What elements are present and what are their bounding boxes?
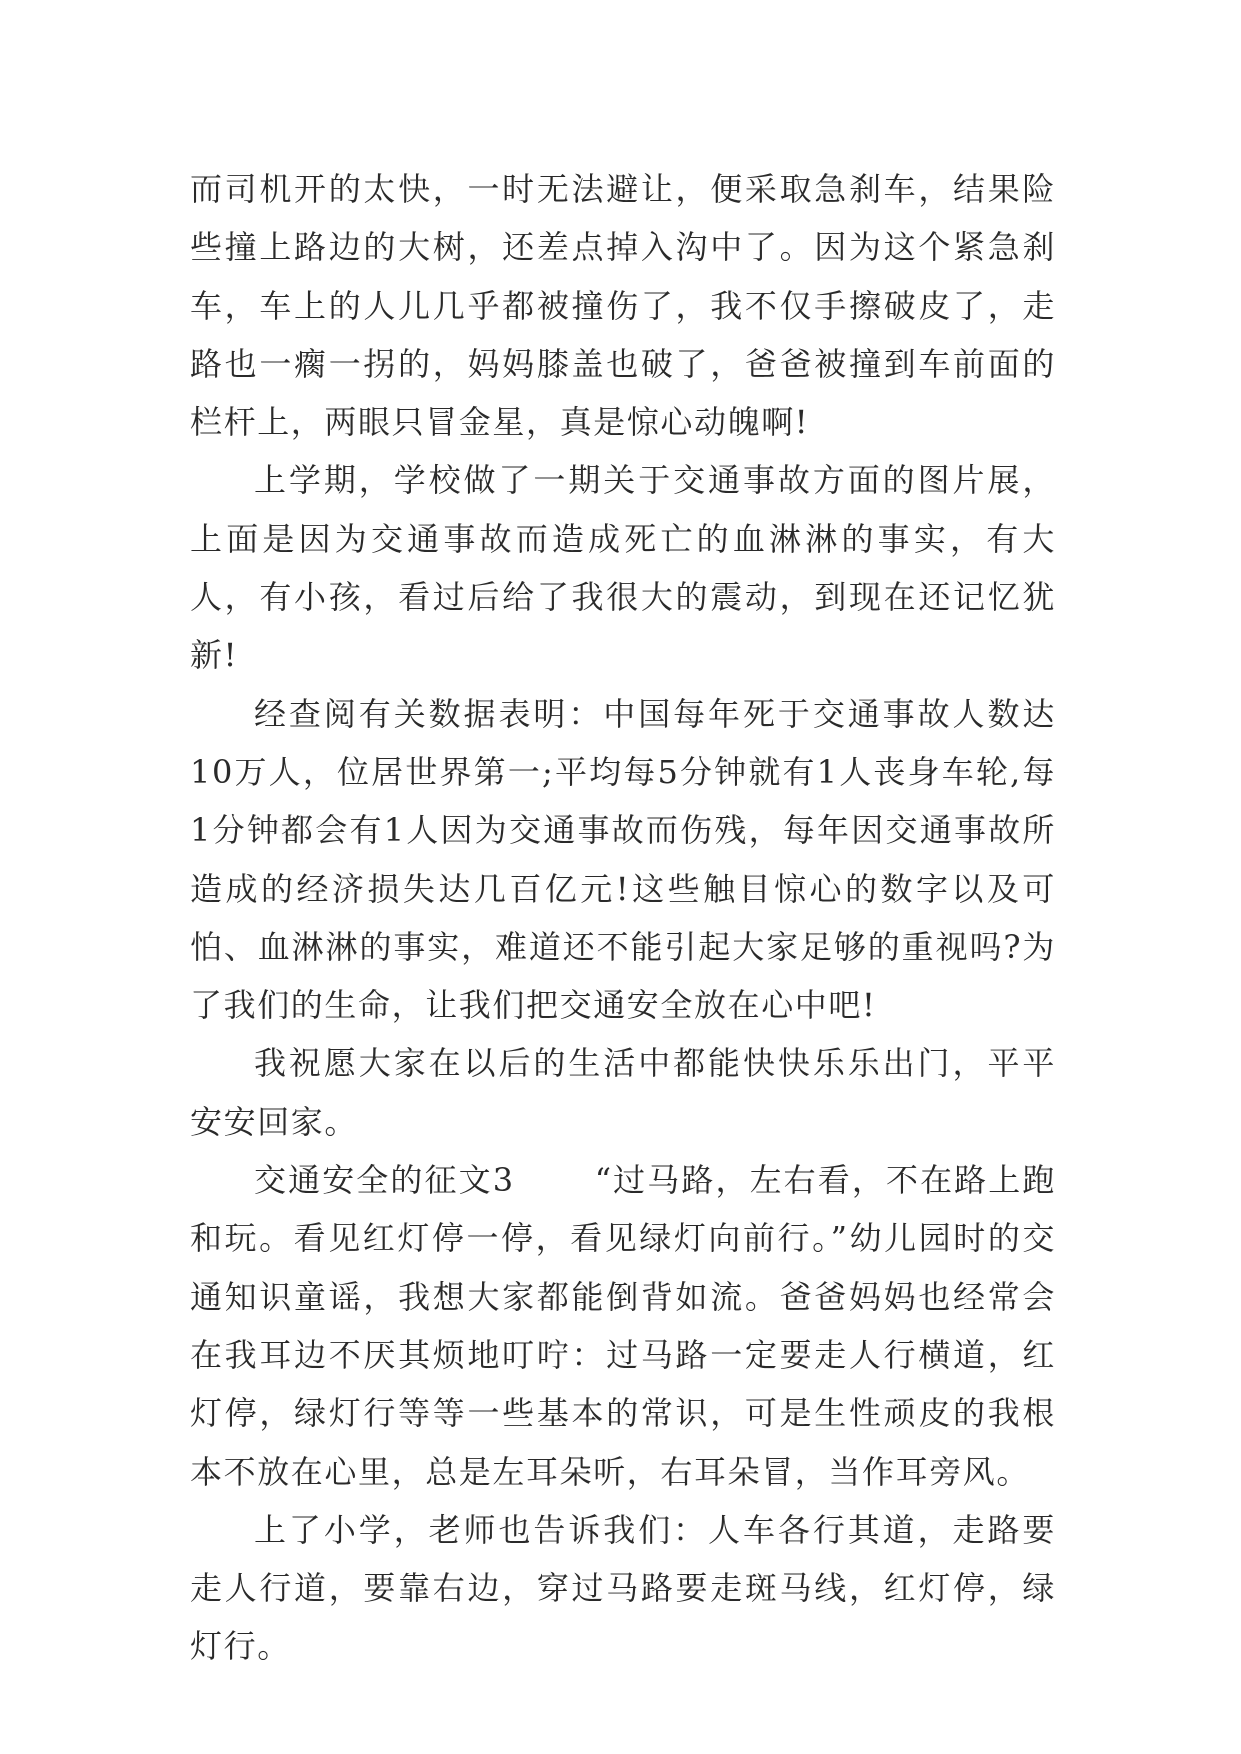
paragraph-4: 我祝愿大家在以后的生活中都能快快乐乐出门，平平安安回家。 xyxy=(190,1044,1056,1141)
paragraph-1: 而司机开的太快，一时无法避让，便采取急刹车，结果险些撞上路边的大树，还差点掉入沟中了。因为这个紧急刹车，车上的人儿几乎都被撞伤了，我不仅手擦破皮了，走路也一瘸一拐的，妈妈膝盖也破了，爸爸被撞到车前面的栏杆上，两眼只冒金星，真是惊心动魄啊! xyxy=(190,170,1056,442)
document-body xyxy=(190,160,1056,1676)
paragraph-5 xyxy=(190,1151,1056,1501)
paragraph-5-text: “过马路，左右看，不在路上跑和玩。看见红灯停一停，看见绿灯向前行。”幼儿园时的交通知识童谣，我想大家都能倒背如流。爸爸妈妈也经常会在我耳边不厌其烦地叮咛：过马路一定要走人行横道，红灯停，绿灯行等等一些基本的常识，可是生性顽皮的我根本不放在心里，总是左耳朵听，右耳朵冒，当作耳旁风。 xyxy=(190,1161,1056,1491)
paragraph-3: 经查阅有关数据表明：中国每年死于交通事故人数达10万人，位居世界第一;平均每5分钟就有1人丧身车轮,每1分钟都会有1人因为交通事故而伤残，每年因交通事故所造成的经济损失达几百亿元!这些触目惊心的数字以及可怕、血淋淋的事实，难道还不能引起大家足够的重视吗?为了我们的生命，让我们把交通安全放在心中吧! xyxy=(190,694,1056,1025)
section-heading: 交通安全的征文3 xyxy=(254,1161,515,1200)
paragraph-2: 上学期，学校做了一期关于交通事故方面的图片展，上面是因为交通事故而造成死亡的血淋淋的事实，有大人，有小孩，看过后给了我很大的震动，到现在还记忆犹新! xyxy=(190,461,1056,675)
paragraph-6: 上了小学，老师也告诉我们：人车各行其道，走路要走人行道，要靠右边，穿过马路要走斑马线，红灯停，绿灯行。 xyxy=(190,1510,1056,1666)
